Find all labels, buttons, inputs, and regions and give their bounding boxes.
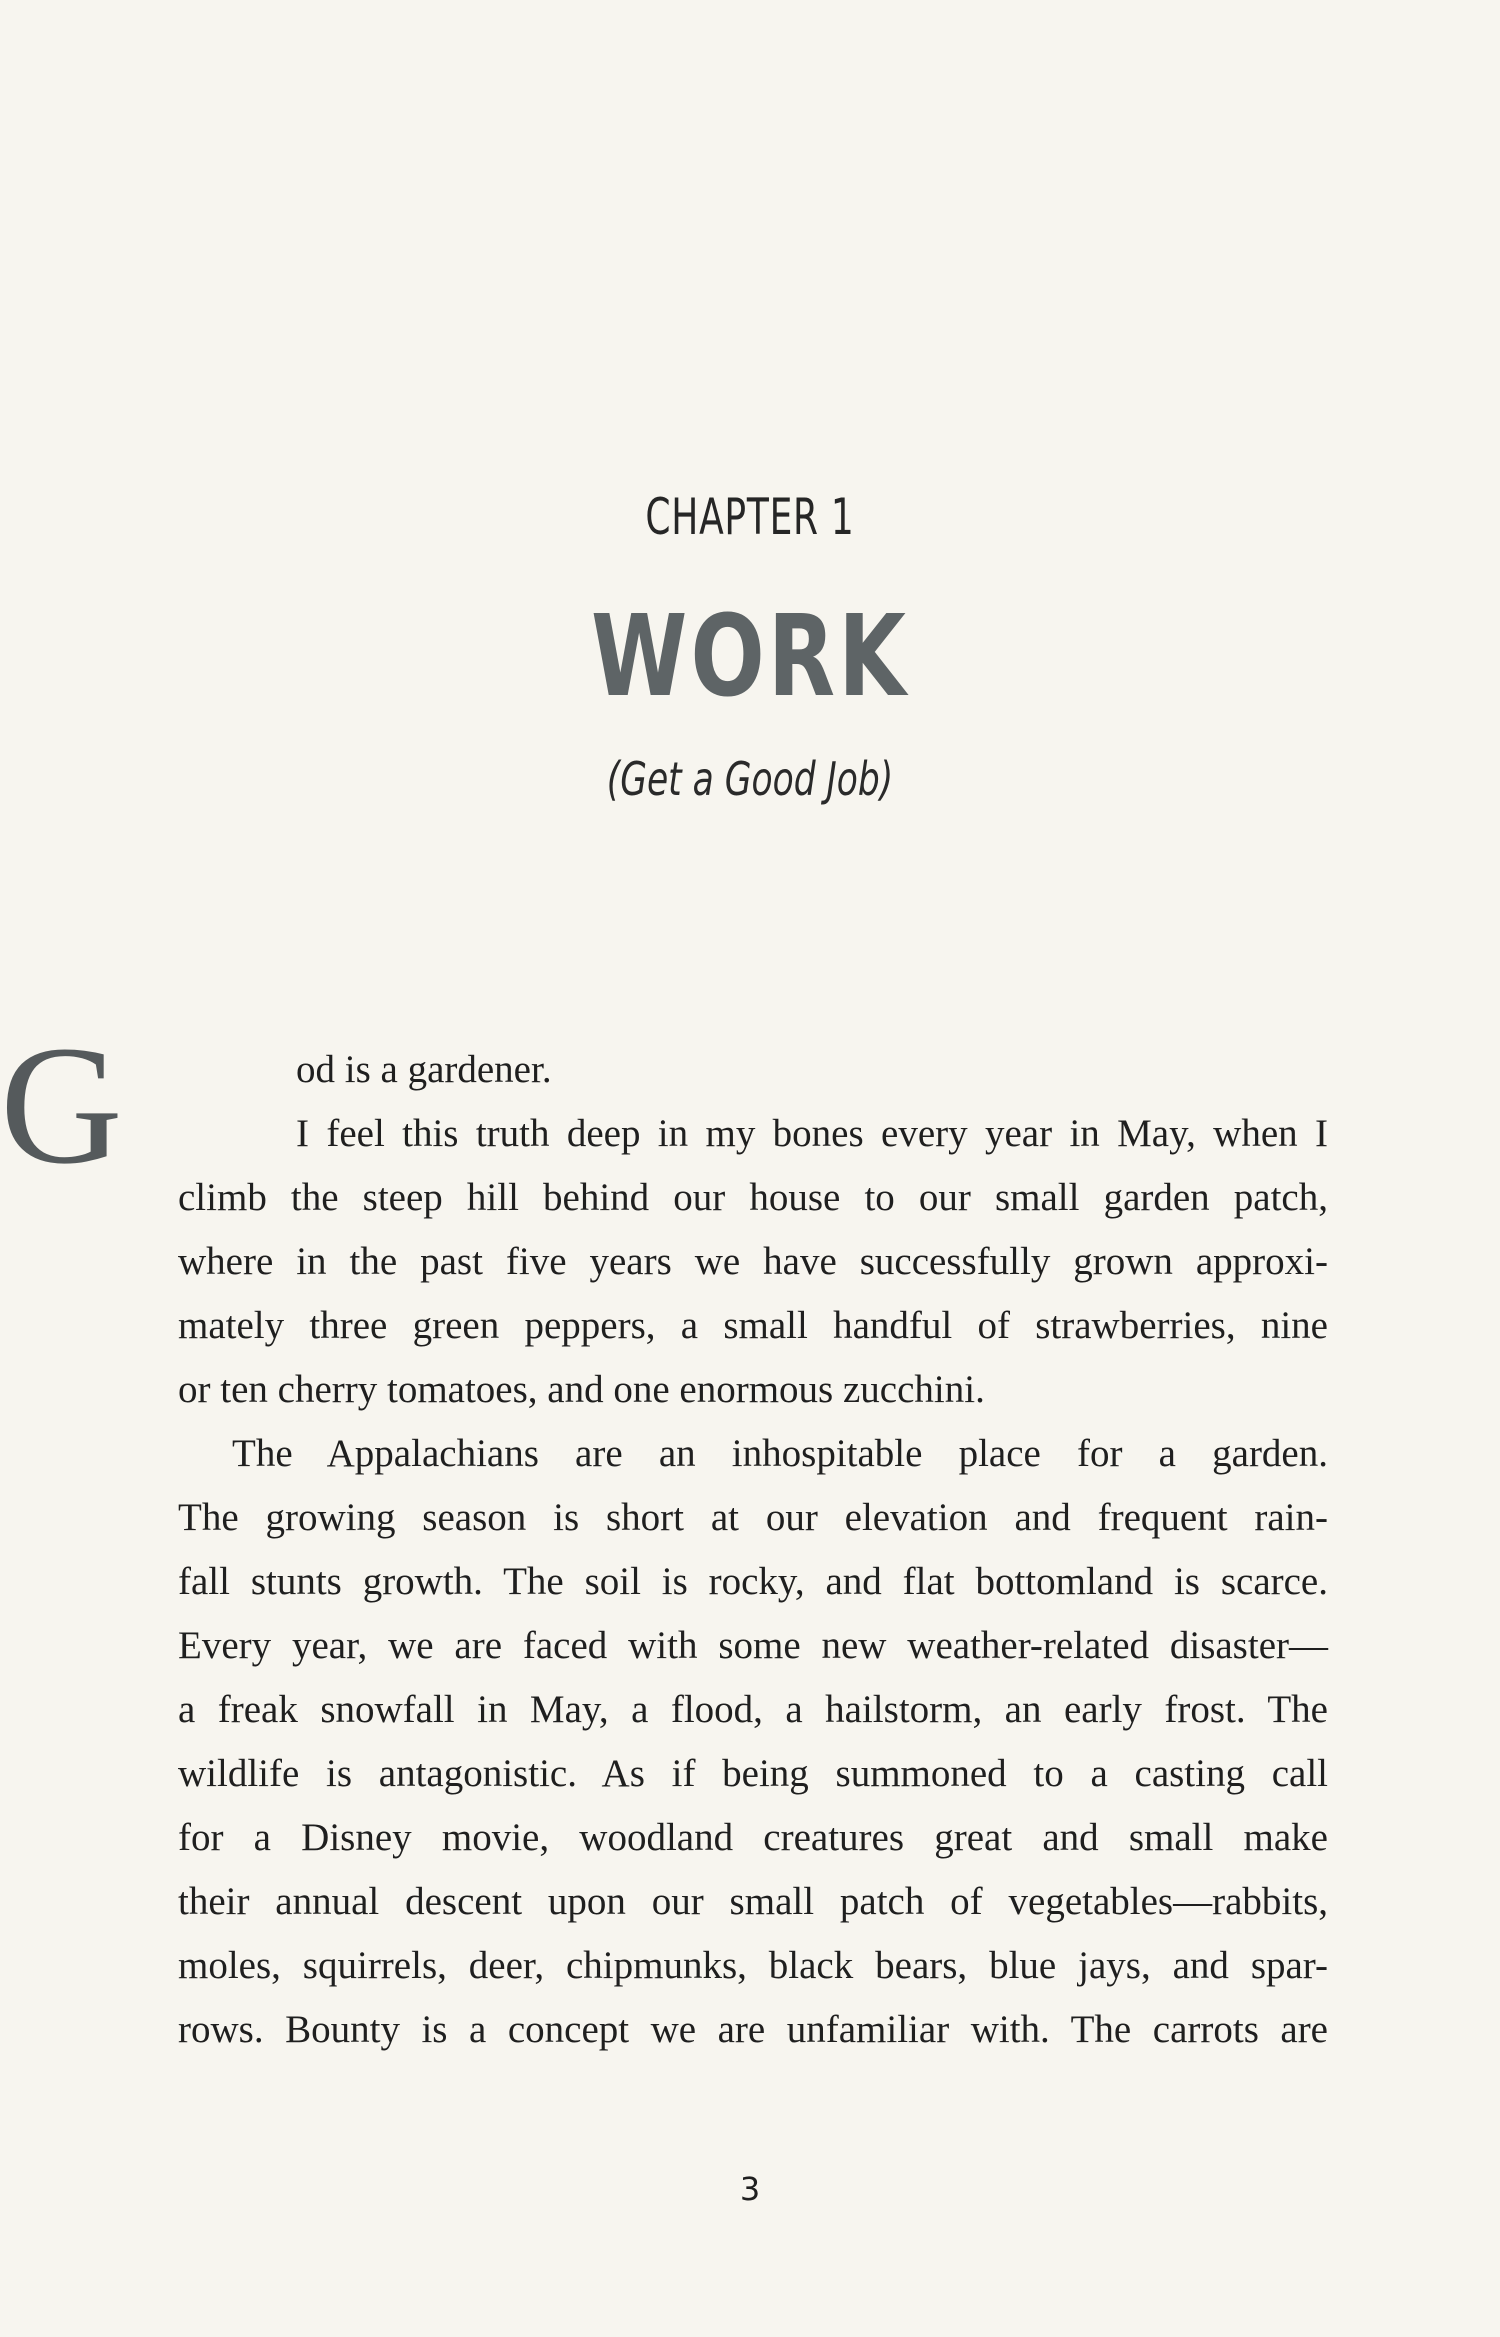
- text-line: a freak snowfall in May, a flood, a hailstorm, an early frost. The: [178, 1688, 1328, 1731]
- body-text: [178, 1038, 1328, 2062]
- text-line: rows. Bounty is a concept we are unfamiliar with. The carrots are: [178, 2008, 1328, 2051]
- text-line: wildlife is antagonistic. As if being summoned to a casting call: [178, 1752, 1328, 1795]
- text-line: where in the past five years we have successfully grown approxi-: [178, 1240, 1328, 1283]
- chapter-subtitle: (Get a Good Job): [606, 752, 894, 806]
- page-number: 3: [739, 2170, 761, 2208]
- text-line: od is a gardener.: [296, 1048, 552, 1091]
- text-line: for a Disney movie, woodland creatures great and small make: [178, 1816, 1328, 1859]
- text-line: climb the steep hill behind our house to our small garden patch,: [178, 1176, 1328, 1219]
- drop-cap: G: [0, 1011, 123, 1199]
- chapter-title: WORK: [590, 592, 910, 722]
- text-line: fall stunts growth. The soil is rocky, and flat bottomland is scarce.: [178, 1560, 1328, 1603]
- text-line: Every year, we are faced with some new weather-related disaster—: [178, 1624, 1328, 1667]
- text-line: their annual descent upon our small patch of vegetables—rabbits,: [178, 1880, 1328, 1923]
- text-line: The Appalachians are an inhospitable place for a garden.: [232, 1432, 1328, 1475]
- text-line: mately three green peppers, a small handful of strawberries, nine: [178, 1304, 1328, 1347]
- text-line: or ten cherry tomatoes, and one enormous zucchini.: [178, 1368, 985, 1411]
- text-line: The growing season is short at our elevation and frequent rain-: [178, 1496, 1328, 1539]
- text-line: moles, squirrels, deer, chipmunks, black bears, blue jays, and spar-: [178, 1944, 1328, 1987]
- text-line: I feel this truth deep in my bones every year in May, when I: [296, 1112, 1328, 1155]
- chapter-label: CHAPTER 1: [645, 488, 855, 546]
